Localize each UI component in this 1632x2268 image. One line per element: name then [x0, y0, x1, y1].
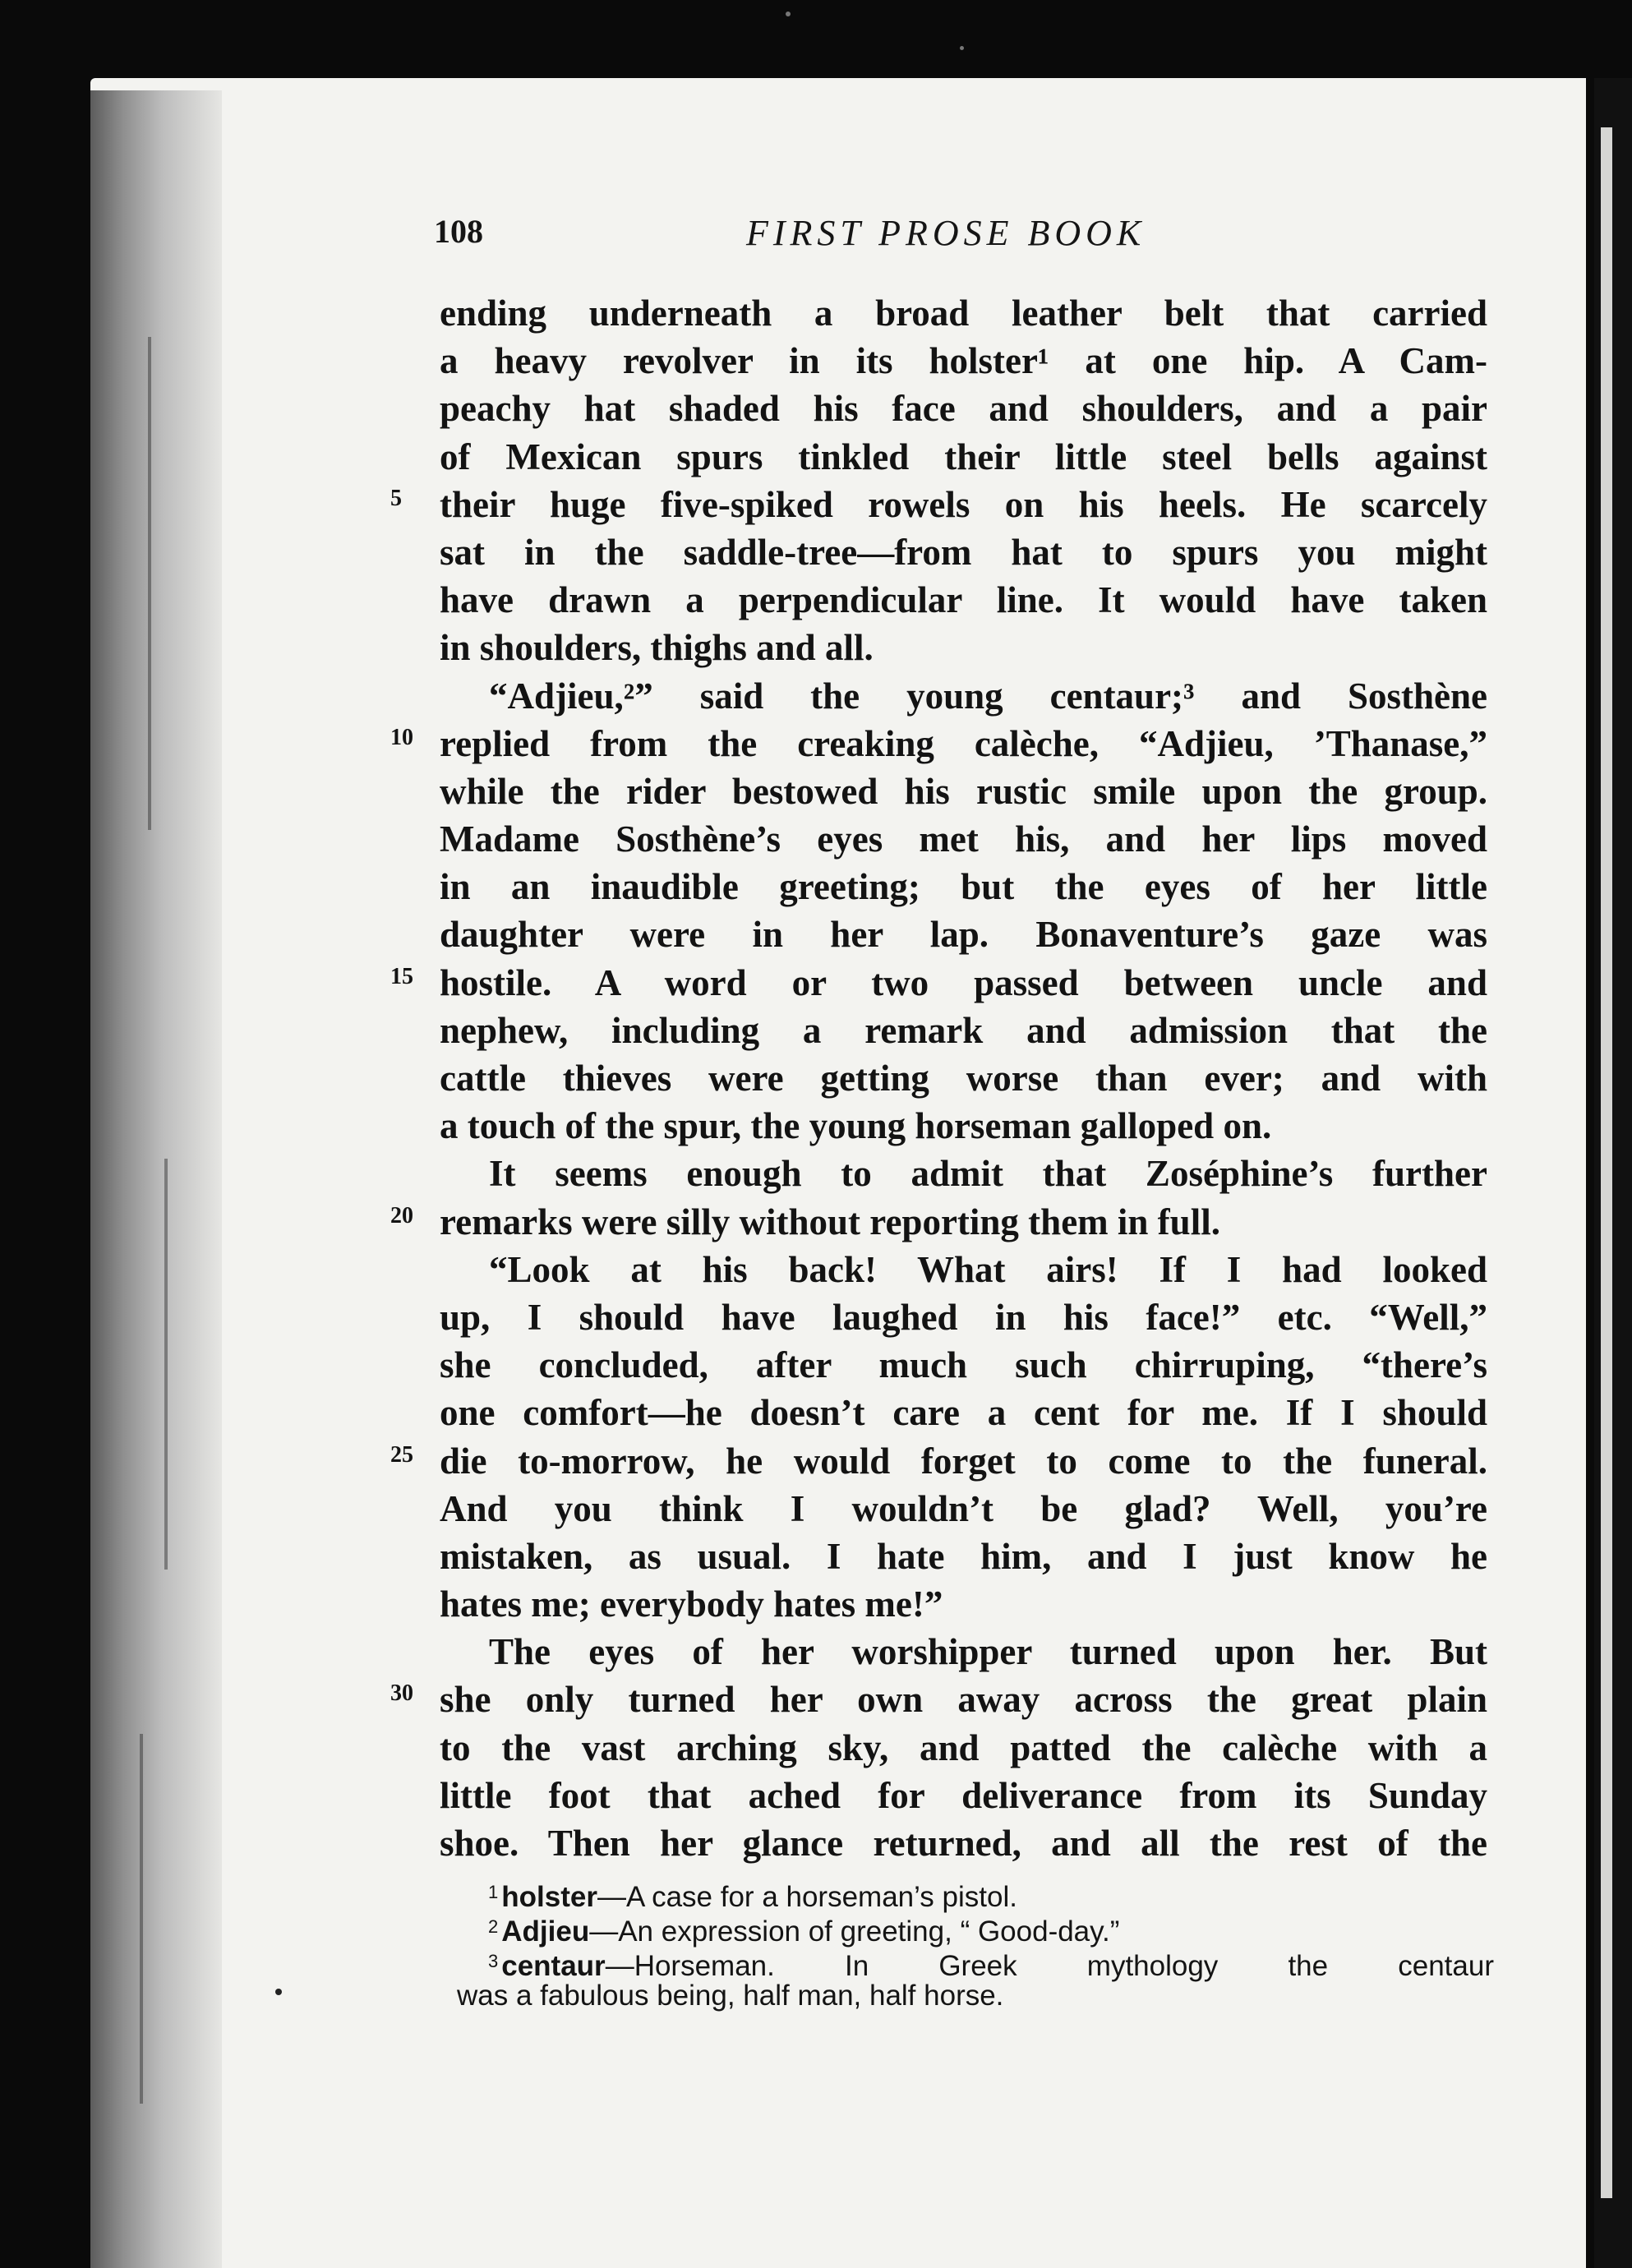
- line-text: peachy hat shaded his face and shoulders, and a pair: [440, 388, 1487, 430]
- page-number: 108: [434, 213, 483, 250]
- dust-speck: [786, 12, 791, 16]
- footnote-text: was a fabulous being, half man, half horse.: [457, 1980, 1004, 2012]
- text-line: [440, 1772, 1487, 1819]
- page-header: [434, 212, 1527, 261]
- text-line: [440, 910, 1487, 958]
- line-text: have drawn a perpendicular line. It would have taken: [440, 579, 1487, 621]
- body-text: [390, 289, 1487, 1867]
- line-text: replied from the creaking calèche, “Adjieu, ’Thanase,”: [440, 722, 1487, 764]
- text-line: [390, 481, 1487, 528]
- footnote-mark: 2: [488, 1916, 499, 1937]
- line-text: sat in the saddle-tree—from hat to spurs you might: [440, 531, 1487, 573]
- line-text: their huge five-spiked rowels on his heels. He scarcely: [440, 483, 1487, 525]
- line-text: The eyes of her worshipper turned upon her. But: [489, 1631, 1487, 1673]
- line-text: “Adjieu,²” said the young centaur;³ and Sosthène: [489, 675, 1487, 717]
- text-line: [440, 337, 1487, 385]
- text-line: [390, 1437, 1487, 1485]
- line-text: to the vast arching sky, and patted the calèche with a: [440, 1726, 1487, 1768]
- footnotes: [457, 1875, 1494, 2013]
- text-line: [440, 1341, 1487, 1389]
- text-line: [390, 1676, 1487, 1723]
- text-line: [440, 1102, 1487, 1150]
- dust-speck: [960, 46, 964, 50]
- footnote-text: —A case for a horseman’s pistol.: [597, 1881, 1017, 1913]
- line-text: die to-morrow, he would forget to come to the funeral.: [440, 1440, 1487, 1482]
- text-line: [440, 1150, 1487, 1197]
- line-text: “Look at his back! What airs! If I had looked: [489, 1248, 1487, 1290]
- text-line: [440, 1246, 1487, 1293]
- text-line: [440, 1580, 1487, 1628]
- line-number: 5: [390, 485, 402, 511]
- facing-page-edge: [1594, 78, 1632, 2268]
- text-line: [440, 1389, 1487, 1436]
- text-line: [440, 528, 1487, 576]
- footnote-term: centaur: [501, 1950, 606, 1982]
- ink-dot: [275, 1989, 282, 1995]
- text-line: [440, 863, 1487, 910]
- line-text: hostile. A word or two passed between uncle and: [440, 961, 1487, 1003]
- footnote: [457, 1944, 1494, 1982]
- footnote-mark: 3: [488, 1951, 499, 1971]
- footnote: [457, 1910, 1494, 1948]
- line-text: nephew, including a remark and admission that the: [440, 1009, 1487, 1051]
- line-text: in an inaudible greeting; but the eyes of her little: [440, 866, 1487, 908]
- line-text: she only turned her own away across the great plain: [440, 1679, 1487, 1721]
- text-line: [390, 1198, 1487, 1246]
- line-text: cattle thieves were getting worse than ever; and with: [440, 1058, 1487, 1099]
- text-line: [440, 768, 1487, 815]
- text-line: [440, 815, 1487, 863]
- line-number: 20: [390, 1202, 413, 1228]
- line-text: ending underneath a broad leather belt that carried: [440, 293, 1487, 334]
- line-text: of Mexican spurs tinkled their little steel bells against: [440, 436, 1487, 477]
- line-text: little foot that ached for deliverance from its Sunday: [440, 1774, 1487, 1816]
- text-line: [440, 1533, 1487, 1580]
- line-text: daughter were in her lap. Bonaventure’s gaze was: [440, 914, 1487, 956]
- footnote-text: —Horseman. In Greek mythology the centaur: [605, 1950, 1494, 1982]
- text-line: [440, 289, 1487, 337]
- line-text: And you think I wouldn’t be glad? Well, you’re: [440, 1487, 1487, 1529]
- page-stack-edge: [90, 90, 222, 2268]
- footnote: [457, 1875, 1494, 1913]
- line-text: one comfort—he doesn’t care a cent for me. If I should: [440, 1392, 1487, 1434]
- text-line: [440, 1007, 1487, 1054]
- line-number: 10: [390, 724, 413, 750]
- footnote-term: holster: [501, 1881, 597, 1913]
- text-line: [440, 1724, 1487, 1772]
- text-line: [440, 385, 1487, 432]
- line-text: Madame Sosthène’s eyes met his, and her lips moved: [440, 818, 1487, 860]
- line-number: 15: [390, 963, 413, 989]
- line-text: shoe. Then her glance returned, and all the rest of the: [440, 1823, 1487, 1864]
- line-number: 25: [390, 1441, 413, 1468]
- text-line: [440, 576, 1487, 624]
- line-text: while the rider bestowed his rustic smile upon the group.: [440, 770, 1487, 812]
- text-line: [440, 1628, 1487, 1676]
- footnote: [457, 1979, 1494, 2013]
- line-text: mistaken, as usual. I hate him, and I just know he: [440, 1535, 1487, 1577]
- line-text: remarks were silly without reporting them in full.: [440, 1201, 1220, 1242]
- line-text: a heavy revolver in its holster¹ at one hip. A Cam-: [440, 340, 1487, 382]
- line-text: in shoulders, thighs and all.: [440, 627, 874, 669]
- text-line: [440, 624, 1487, 671]
- footnote-mark: 1: [488, 1882, 499, 1902]
- line-text: hates me; everybody hates me!”: [440, 1583, 943, 1625]
- line-text: she concluded, after much such chirruping, “there’s: [440, 1344, 1487, 1386]
- text-line: [440, 1485, 1487, 1533]
- text-line: [440, 433, 1487, 481]
- line-text: up, I should have laughed in his face!” etc. “Well,”: [440, 1296, 1487, 1338]
- line-text: a touch of the spur, the young horseman galloped on.: [440, 1105, 1272, 1147]
- text-line: [440, 1293, 1487, 1341]
- line-number: 30: [390, 1680, 413, 1707]
- text-line: [390, 959, 1487, 1007]
- text-line: [440, 1819, 1487, 1867]
- line-text: It seems enough to admit that Zoséphine’s further: [489, 1153, 1487, 1195]
- running-title: FIRST PROSE BOOK: [746, 213, 1146, 253]
- text-line: [440, 1054, 1487, 1102]
- text-line: [390, 720, 1487, 768]
- footnote-text: —An expression of greeting, “ Good-day.”: [589, 1915, 1120, 1948]
- footnote-term: Adjieu: [501, 1915, 590, 1948]
- text-line: [440, 672, 1487, 720]
